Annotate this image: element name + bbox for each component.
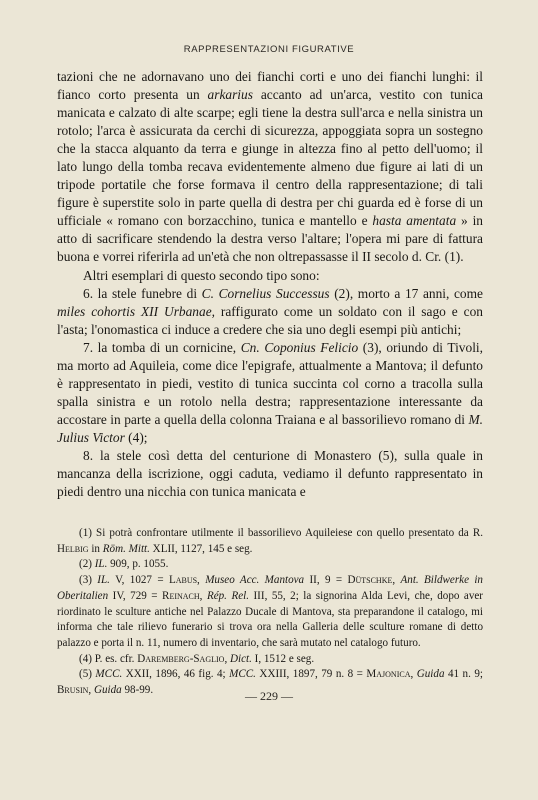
text-run: II, 9 =	[304, 574, 348, 587]
italic-term: Guida	[416, 668, 445, 681]
text-run: (3), oriundo di Tivoli, ma morto ad Aquileia, come dice l'epigrafe, attualmente a Mantova; il defunto è rappresentato in piedi, vestito di tunica succinta col corno a tracolla sulla spalla sinistra e un rotolo nella destra; rappresentazione interessante da accostare in parte a quella della colonna Traiana e al bassorilievo romano di	[57, 339, 483, 427]
footnote	[57, 652, 483, 668]
italic-term: IL.	[94, 558, 108, 571]
italic-term: IL.	[97, 574, 110, 587]
italic-term: MCC.	[95, 668, 123, 681]
text-run: (5)	[79, 668, 96, 681]
list-item: 8. la stele così detta del centurione di Monastero (5), sulla quale in mancanza della iscrizione, oggi caduta, vediamo il defunto rappresentato in piedi dentro una nicchia con tunica manicata e	[57, 447, 483, 500]
text-run: accanto ad un'arca, vestito con tunica manicata e calzato di alte scarpe; egli tiene la destra sull'arca e nella sinistra un rotolo; l'arca è assicurata da cerchi di sicurezza, appoggiata sopra un sostegno che la stacca alquanto da terra e giunge in altezza fino al petto dell'uomo; il lato lungo della tomba recava evidentemente almeno due figure ai lati di un tripode portatile che forse formava il centro della rappresentazione; di tali figure è superstite solo in parte quella di destra per chi guarda ed è forse di un ufficiale « romano con borzacchino, tunica e mantello e	[57, 87, 483, 229]
text-run: in	[88, 542, 103, 555]
footnotes	[57, 526, 483, 699]
text-run: tazioni che ne adornavano uno dei fianchi corti e uno dei fianchi lunghi: il fianco corto presenta un	[57, 69, 483, 103]
text-run: (3)	[79, 574, 98, 587]
text-run: 6. la stele funebre di	[83, 285, 202, 301]
author-name: Daremberg-Saglio,	[137, 652, 228, 665]
text-run: (4);	[124, 429, 148, 445]
italic-term: Cn. Coponius Felicio	[240, 339, 359, 355]
italic-term: Guida	[93, 684, 122, 697]
footnote	[57, 526, 483, 557]
list-item	[57, 285, 483, 339]
italic-term: Rép. Rel.	[206, 589, 249, 602]
author-name: Dütschke,	[347, 574, 396, 587]
italic-term: M. Julius Victor	[57, 411, 483, 445]
text-run: V, 1027 =	[109, 574, 169, 587]
text-run: XLII, 1127, 145 e seg.	[149, 542, 253, 555]
footnote	[57, 557, 483, 573]
italic-term: Röm. Mitt.	[102, 542, 150, 555]
text-run: XXIII, 1897, 79 n. 8 =	[255, 668, 367, 681]
list-item	[57, 339, 483, 447]
text-run: » in atto di sacrificare stendendo la destra verso l'altare; l'opera mi pare di fattura buona e vorrei riferirla ad un'età che non oltrepassasse il II secolo d. Cr. (1).	[57, 213, 483, 265]
text-run: XXII, 1896, 46 fig. 4;	[122, 668, 230, 681]
text-run: I, 1512 e seg.	[251, 652, 315, 665]
italic-term: MCC.	[229, 668, 256, 681]
running-header: RAPPRESENTAZIONI FIGURATIVE	[183, 44, 355, 55]
text-run: (1) Si potrà confrontare utilmente il bassorilievo Aquileiese con quello presentato da R.	[79, 527, 483, 539]
text-run: III, 55, 2; la signorina Alda Levi, che, dopo aver riordinato le sculture antiche nel Palazzo Ducale di Mantova, sta preparandone il catalogo, mi informa che tale rilievo funerario si trova ora nella Galleria delle sculture romane di detto palazzo e porta il n. 11, numero di inventario, che sarà mutato nel catalogo futuro.	[57, 589, 483, 649]
italic-term: arkarius	[207, 87, 253, 103]
text-run: (2)	[79, 558, 95, 571]
text-run: IV, 729 =	[108, 589, 163, 602]
text-run: 98-99.	[121, 684, 154, 697]
author-name: Labus,	[168, 574, 200, 587]
paragraph	[57, 68, 483, 267]
text-run: (2), morto a 17 anni, come	[329, 285, 483, 301]
text-run: 7. la tomba di un cornicine,	[83, 339, 241, 355]
paragraph: Altri esemplari di questo secondo tipo sono:	[83, 267, 320, 283]
page-number: — 229 —	[245, 689, 293, 703]
italic-term: miles cohortis XII Urbanae,	[57, 303, 215, 319]
text-run: raffigurato come un soldato con il sago e con l'asta; l'onomastica ci induce a credere che sia uno degli esempi più antichi;	[57, 303, 483, 337]
author-name: Reinach,	[162, 589, 203, 602]
footnote	[57, 573, 483, 652]
italic-term: Ant. Bildwerke in Oberitalien	[57, 574, 483, 602]
text-run: (4) P. es. cfr.	[79, 652, 138, 665]
author-name: Brusin,	[57, 684, 92, 697]
italic-term: C. Cornelius Successus	[201, 285, 330, 301]
author-name: Helbig	[57, 542, 89, 555]
text-run: 41 n. 9;	[444, 668, 483, 681]
author-name: Majonica,	[366, 668, 414, 681]
italic-term: Dict.	[230, 652, 252, 665]
italic-term: Museo Acc. Mantova	[205, 574, 305, 587]
main-text	[57, 68, 483, 501]
italic-term: hasta amentata	[372, 213, 457, 229]
text-run: 909, p. 1055.	[107, 558, 169, 571]
